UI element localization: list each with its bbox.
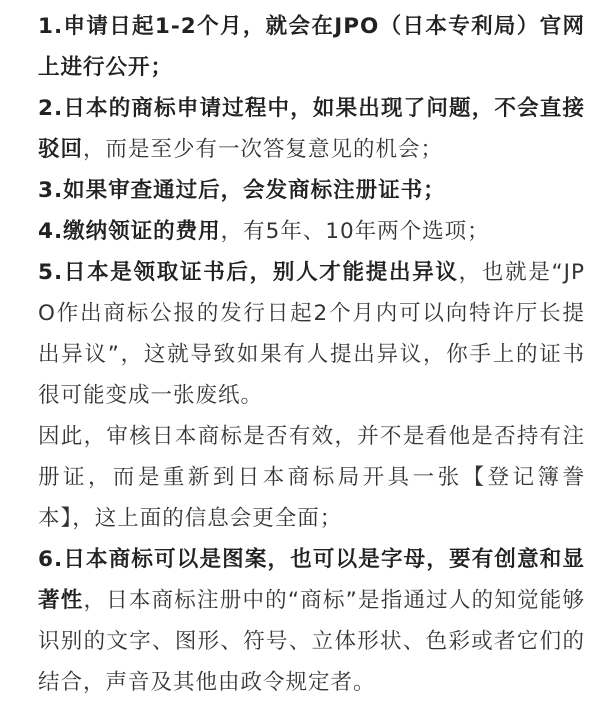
paragraph-2 — [38, 88, 585, 170]
paragraph-4-text: ，有5年、10年两个选项； — [220, 219, 490, 244]
paragraph-2-bold: 2.日本的商标申请过程中，如果出现了问题，不会直接驳回 — [38, 96, 585, 162]
paragraph-6 — [38, 416, 585, 539]
paragraph-5-text: ，也就是“JPO作出商标公报的发行日起2个月内可以向特许厅长提出异议”，这就导致如果有人提出异议，你手上的证书很可能变成一张废纸。 — [38, 260, 585, 408]
paragraph-3 — [38, 170, 585, 211]
paragraph-5-bold: 5.日本是领取证书后，别人才能提出异议 — [38, 260, 459, 285]
paragraph-4 — [38, 211, 585, 252]
paragraph-5 — [38, 252, 585, 416]
paragraph-6-text: 因此，审核日本商标是否有效，并不是看他是否持有注册证，而是重新到日本商标局开具一张【登记簿誊本】，这上面的信息会更全面； — [38, 424, 585, 531]
paragraph-7-bold: 6.日本商标可以是图案，也可以是字母，要有创意和显著性 — [38, 547, 585, 613]
paragraph-7 — [38, 539, 585, 703]
paragraph-3-bold: 3.如果审查通过后，会发商标注册证书； — [38, 178, 446, 203]
paragraph-4-bold: 4.缴纳领证的费用 — [38, 219, 221, 244]
paragraph-7-text: ，日本商标注册中的“商标”是指通过人的知觉能够识别的文字、图形、符号、立体形状、色彩或者它们的结合，声音及其他由政令规定者。 — [38, 588, 585, 695]
paragraph-1-bold: 1.申请日起1-2个月，就会在JPO（日本专利局）官网上进行公开； — [38, 14, 585, 80]
paragraph-2-text: ，而是至少有一次答复意见的机会； — [83, 137, 444, 162]
paragraph-1 — [38, 6, 585, 88]
